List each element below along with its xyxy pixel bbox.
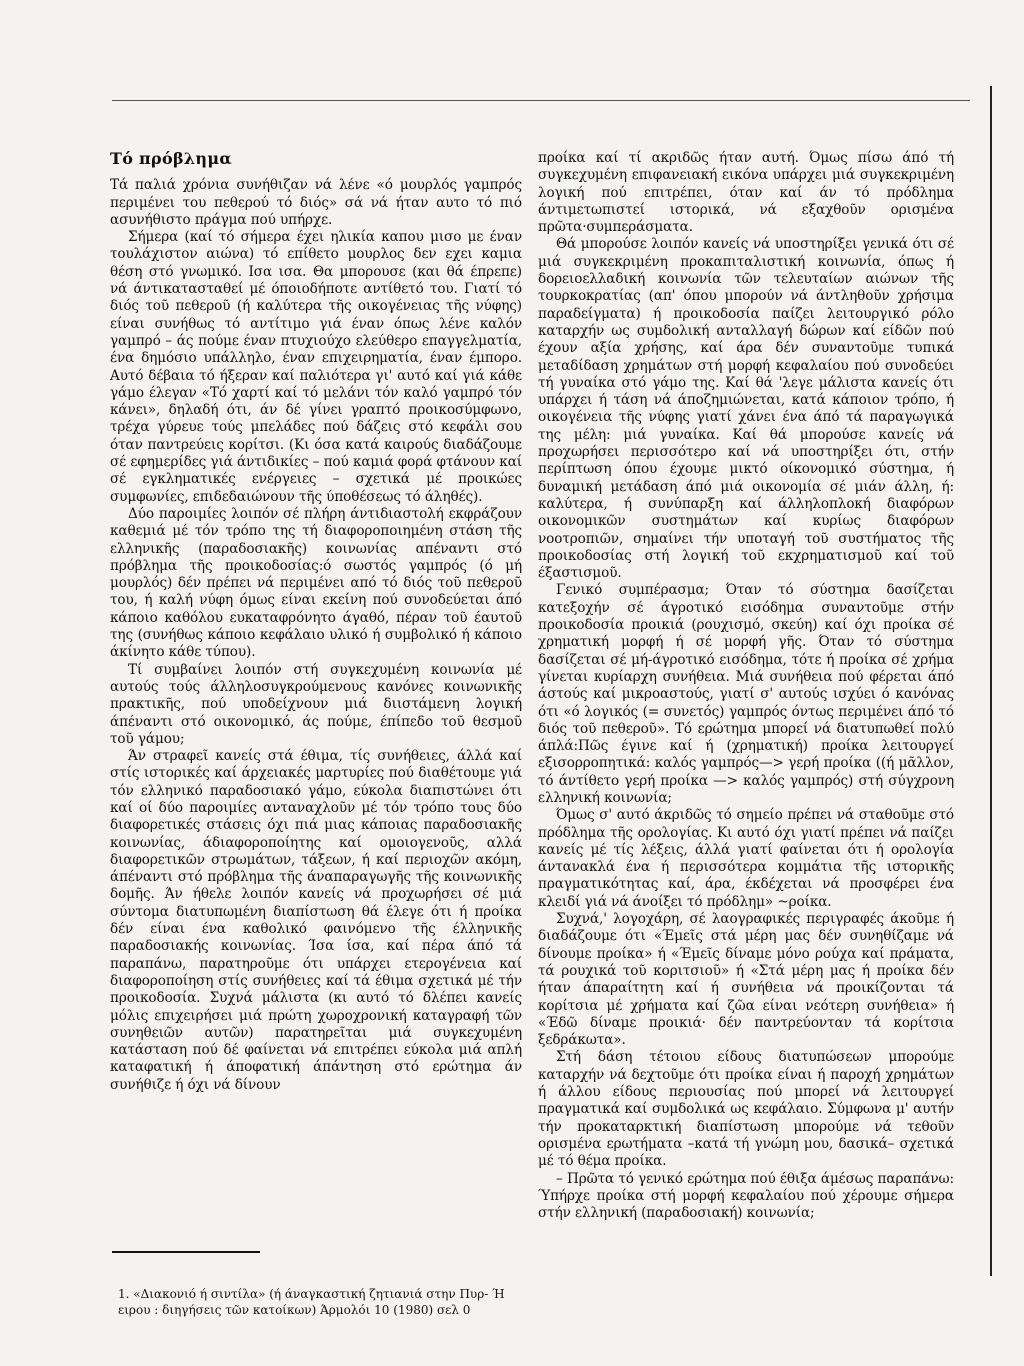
right-paragraph-7: – Πρῶτα τό γενικό ερώτημα πού έθιξα άμέσως παραπάνω: Ύπήρχε προίκα στή μορφή κεφαλαίου πού χέρουμε σήμερα στήν ελληνική (παραδοσιακή) κοινωνία; — [538, 1170, 954, 1222]
right-paragraph-2: Θά μπορούσε λοιπόν κανείς νά υποστηρίξει γενικά ότι σέ μιά συγκεκριμένη προκαπιταλιστική κοινωνία, όπως ή δορειοελλαδική κοινωνία τῶν τελευταίων αιώνων τῆς τουρκοκρατίας (απ' όπου μπορούν νά άντληθοῦν χρήσιμα παραδείγματα) ή προικοδοσία παίζει λειτουργικό ρόλο καταρχήν ως συμδολική ανταλλαγή δώρων καί είδῶν πού έχουν αξία χρήσης, καί άρα δέν συναντοῦμε τυπικά μεταδίδαση χρημάτων στή μορφή κεφαλαίου πού συνοδεύει τή γυναίκα στό γάμο της. Καί θά 'λεγε μάλιστα κανείς ότι υπάρχει ή τάση νά άποζημιώνεται, κατά κάποιον τρόπο, ή οικογένεια τῆς νύφης γιατί χάνει ένα άπό τά παραγωγικά της μέλη: μιά γυναίκα. Καί θά μπορούσε κανείς νά προχωρήσει περισσότερο καί νά υποστηρίξει ότι, στήν περίπτωση όπου έχουμε μικτό οίκονομικό σύστημα, ή δυναμική μετάδαση άπό μιά οικονομία σέ μιάν άλλη, ή: καλύτερα, ή συνύπαρξη καί άλληλοπλοκή διαφόρων οικονομικῶν συστημάτων καί κυρίως διαφόρων νοοτροπιῶν, σημαίνει τήν υποταγή τοῦ συστήματος τῆς προικοδοσίας στή λογική τοῦ εκχρηματισμοῦ καί τοῦ έξαστισμοῦ. — [538, 236, 954, 582]
right-paragraph-1: προίκα καί τί ακριδῶς ήταν αυτή. Όμως πίσω άπό τή συγκεχυμένη επιφανειακή εικόνα υπάρχει μιά συγκεκριμένη λογική πού επιτρέπει, όταν καί άν τό πρόδλημα άντιμετωπιστεί ιστορικά, νά εξαχθοῦν ορισμένα πρῶτα·συμπεράσματα. — [538, 150, 954, 236]
right-paragraph-3: Γενικό συμπέρασμα; Όταν τό σύστημα δασίζεται κατεξοχήν σέ άγροτικό εισόδημα συναντοῦμε στήν προικοδοσία προικιά (ρουχισμό, σκεύη) καί όχι προίκα σέ χρηματική μορφή ή σέ μορφή γῆς. Όταν τό σύστημα δασίζεται σέ μή-άγροτικό εισόδημα, τότε ή προίκα σέ χρήμα γίνεται κυρίαρχη συνήθεια. Μιά συνήθεια πού φέρεται άπό άστούς καί μικροαστούς, γιατί σ' αυτούς ισχύει ό κανόνας ότι «ό λογικός (= συνετός) γαμπρός όντως περιμένει άπό τό διός τοῦ πεθεροῦ». Τό ερώτημα μπορεί νά διατυπωθεί πολύ άπλά:Πῶς έγινε καί ή (χρηματική) προίκα λειτουργεί εξισορροπητικά: καλός γαμπρός—> γερή προίκα ((ή μᾶλλον, τό άντίθετο γερή προίκα —> καλός γαμπρός) στή σύγχρονη ελληνική κοινωνία; — [538, 582, 954, 806]
right-frame-line — [990, 86, 992, 1276]
left-column — [110, 150, 522, 1094]
right-paragraph-6: Στή δάση τέτοιου είδους διατυπώσεων μπορούμε καταρχήν νά δεχτοῦμε ότι προίκα είναι ή παροχή χρημάτων ή άλλου είδους περιουσίας πού μπορεί νά λειτουργεί πραγματικά καί συμδολικά ως κεφάλαιο. Σύμφωνα μ' αυτήν τήν προκαταρκτική διαπίστωση μπορούμε νά τεθοῦν ορισμένα ερωτήματα –κατά τή γνώμη μου, δασικά– σχετικά μέ τό θέμα προίκα. — [538, 1049, 954, 1170]
article-title: Τό πρόβλημα — [110, 149, 232, 168]
right-column — [538, 150, 954, 1222]
right-paragraph-4: Όμως σ' αυτό άκριδῶς τό σημείο πρέπει νά σταθοῦμε στό πρόδλημα τῆς ορολογίας. Κι αυτό όχι γιατί πρέπει νά παίζει κανείς μέ τίς λέξεις, άλλά γιατί φαίνεται ότι ή ορολογία άντανακλά ένα ή περισσότερα κομμάτια τῆς ιστορικῆς πραγματικότητας καί, άρα, έκδέχεται νά προσφέρει ένα κλειδί γιά νά άνοίξει τό πρόδλημ» ~ροίκα. — [538, 807, 954, 910]
left-paragraph-5: Άν στραφεῖ κανείς στά έθιμα, τίς συνήθειες, άλλά καί στίς ιστορικές καί άρχειακές μαρτυρίες πού διαθέτουμε γιά τόν ελληνικό παραδοσιακό γάμο, εύκολα διαπιστώνει ότι καί οί δύο παροιμίες ανταναχλοῦν μέ τόν τρόπο τους δύο διαφορετικές στάσεις όχι πιά μιας κάποιας παραδοσιακῆς κοινωνίας, άδιαφοροποίητης καί ομοιογενοῦς, αλλά διαφορετικῶν στρωμάτων, τάξεων, ή καί περιοχῶν ακόμη, άπέναντι στό πρόβλημα τῆς άναπαραγωγῆς τῆς κοινωνικῆς δομῆς. Άν ήθελε λοιπόν κανείς νά προχωρήσει σέ μιά σύντομα διατυπωμένη διαπίστωση θά έλεγε ότι ή προίκα δέν είναι ένα καθολικό φαινόμενο τῆς έλληνικῆς παραδοσιακής κοινωνίας. Ίσα ίσα, καί πέρα άπό τά παραπάνω, παρατηροῦμε ότι υπάρχει ετερογένεια καί διαφοροποίηση στίς συνήθειες καί τά έθιμα σχετικά μέ τήν προικοδοσία. Συχνά μάλιστα (κι αυτό τό δλέπει κανείς μόλις επιχειρήσει μιά πρώτη χωροχρονική καταγραφή τῶν συνηθειῶν αυτῶν) παρατηρεῖται μιά συγκεχυμένη κατάσταση πού δέ φαίνεται νά επιτρέπει εύκολα μιά απλή καταφατική ή άποφατική άπάντηση στό ερώτημα άν συνήθιζε ή όχι νά δίνουν — [110, 748, 522, 1093]
top-rule — [112, 100, 970, 101]
footnote: 1. «Διακονιό ή σιντίλα» (ή άναγκαστική ζητιανιά στην Πυρ- Ή ειρου : διηγήσεις τῶν κατοίκων) Άρμολόι 10 (1980) σελ 0 — [118, 1287, 505, 1317]
footnote-rule — [112, 1251, 260, 1253]
right-paragraph-5: Συχνά,' λογοχάρη, σέ λαογραφικές περιγραφές άκοῦμε ή διαδάζουμε ότι «Έμεῖς στά μέρη μας δέν συνηθίζαμε νά δίνουμε προίκα» ή «Έμεῖς δίναμε μόνο ρούχα καί πράματα, τά ρουχικά τοῦ κοριτσιοῦ» ή «Στά μέρη μας ή προίκα δέν ήταν άπαραίτητη καί ή συνήθεια νά προικίζονται τά κορίτσια μέ χρήματα καί ζῶα είναι νεότερη συνήθεια» ή «Έδῶ δίναμε προικιά· δέν παντρεύονταν τά κορίτσια ξεδράκωτα». — [538, 911, 954, 1049]
left-paragraph-1: Τά παλιά χρόνια συνήθιζαν νά λένε «ό μουρλός γαμπρός περιμένει του πεθερού τό διός» σά νά ήταν αυτο τό πιό ασυνήθιστο πράγμα πού υπήρχε. — [110, 177, 522, 228]
left-paragraph-2: Σήμερα (καί τό σήμερα έχει ηλικία καπου μισο με έναν τουλάχιστον αιώνα) τό επίθετο μουρλος δεν εχει καμια θέση στό γνωμικό. Ισα ισα. Θα μπορουσε (και θά έπρεπε) νά άντικατασταθεί μέ όποιοδήποτε αντίθετό του. Γιατί τό διός τοῦ πεθεροῦ (ή καλύτερα τῆς οικογένειας τῆς νύφης) είναι συνήθως τό αντίτιμο γιά έναν όπως λένε καλόν γαμπρό – άς πούμε έναν πτυχιούχο ελεύθερο επαγγελματία, ένα δημόσιο υπάλληλο, έναν επιχειρηματία, έναν έμπορο. Αυτό δέβαια τό ήξεραν καί παλιότερα γι' αυτό καί γιά κάθε γάμο έλεγαν «Τό χαρτί καί τό μελάνι τόν καλό γαμπρό τόν κάνει», δηλαδή ότι, άν δέ γίνει γραπτό προικοσύμφωνο, τρέχα γύρευε τούς μπελάδες πού δάζεις στό κεφάλι σου όταν παντρεύεις κορίτσι. (Κι όσα κατά καιρούς διαδάζουμε σέ εφημερίδες γιά άντιδικίες – πού καμιά φορά φτάνουν καί σέ εγκληματικές ενέργειες – σχετικά μέ προικώες συμφωνίες, επιδεδαιώνουν τῆς ύποθέσεως τό άληθές). — [110, 229, 522, 505]
left-paragraph-4: Τί συμβαίνει λοιπόν στή συγκεχυμένη κοινωνία μέ αυτούς τούς άλληλοσυγκρούμενους κανόνες κοινωνικῆς πρακτικῆς, πού υποδείχνουν μιά διιστάμενη λογική άπέναντι στό οικονομικό, άς πούμε, έπίπεδο τοῦ θεσμοῦ τοῦ γάμου; — [110, 661, 522, 747]
left-paragraph-3: Δύο παροιμίες λοιπόν σέ πλήρη άντιδιαστολή εκφράζουν καθεμιά μέ τόν τρόπο της τή διαφοροποιημένη στάση τῆς ελληνικῆς (παραδοσιακῆς) κοινωνίας απέναντι στό πρόβλημα τῆς προικοδοσίας:ό σωστός γαμπρός (ό μή μουρλός) δέν πρέπει νά περιμένει από τό διός τοῦ πεθεροῦ του, ή καλή νύφη όμως είναι εκείνη πού συνοδεύεται άπό κάποιο καθόλου ευκαταφρόνητο άγαθό, πέραν τοῦ έαυτοῦ της (συνήθως κάποιο κεφάλαιο υλικό ή συμβολικό ή κάποιο άκίνητο κάθε τύπου). — [110, 505, 522, 661]
